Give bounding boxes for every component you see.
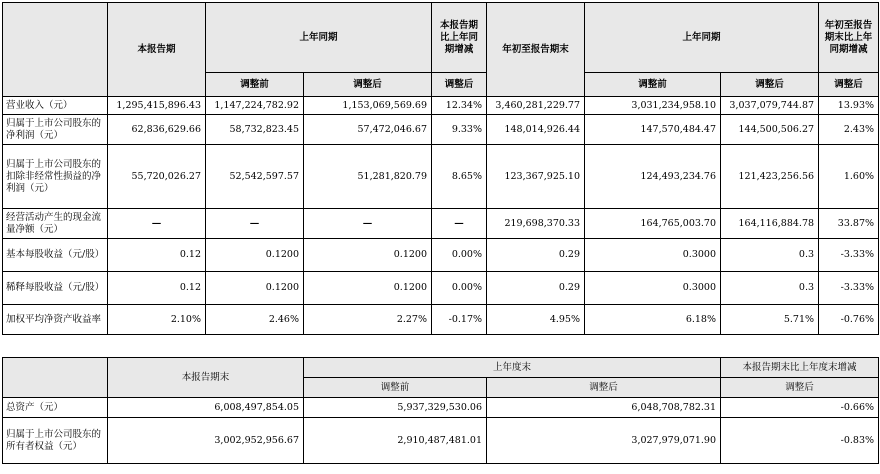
header-row-1 (3, 3, 879, 73)
table-cell: 1,295,415,896.43 (108, 97, 206, 115)
table-row (3, 209, 879, 239)
after-adjust-header-2: 调整后 (721, 73, 819, 97)
table-cell: 3,037,079,744.87 (721, 97, 819, 115)
table-cell: 0.3000 (585, 239, 721, 272)
table-cell: 0.12 (108, 272, 206, 305)
table-cell: 2.27% (304, 305, 432, 335)
table-cell: 0.3 (721, 272, 819, 305)
bottom-before-adjust-header: 调整前 (304, 378, 487, 398)
main-financial-table (2, 2, 879, 335)
table-row (3, 398, 879, 418)
table-row (3, 145, 879, 209)
table-cell: 0.1200 (206, 272, 304, 305)
period-end-header: 本报告期末 (108, 358, 304, 398)
table-row (3, 305, 879, 335)
row-label: 总资产（元） (3, 398, 108, 418)
table-cell: 4.95% (487, 305, 585, 335)
bottom-after-adjust-header: 调整后 (487, 378, 721, 398)
before-adjust-header-2: 调整前 (585, 73, 721, 97)
table-cell: -3.33% (819, 272, 879, 305)
table-cell: 164,116,884.78 (721, 209, 819, 239)
corner-cell (3, 3, 108, 97)
table-cell: 5.71% (721, 305, 819, 335)
table-cell: 55,720,026.27 (108, 145, 206, 209)
after-adjust-header-2b: 调整后 (819, 73, 879, 97)
table-cell: — (108, 209, 206, 239)
table-cell: 3,031,234,958.10 (585, 97, 721, 115)
table-cell: 57,472,046.67 (304, 115, 432, 145)
table-cell: 123,367,925.10 (487, 145, 585, 209)
table-cell: 0.00% (432, 239, 487, 272)
table-cell: 0.29 (487, 272, 585, 305)
table-cell: 1.60% (819, 145, 879, 209)
bottom-table-body (3, 398, 879, 464)
table-cell: — (432, 209, 487, 239)
row-label: 营业收入（元） (3, 97, 108, 115)
last-year-period-header: 上年同期 (206, 3, 432, 73)
table-cell: 3,002,952,956.67 (108, 418, 304, 464)
table-cell: 12.34% (432, 97, 487, 115)
table-row (3, 97, 879, 115)
table-cell: 121,423,256.56 (721, 145, 819, 209)
ytd-change-pct-header: 年初至报告期末比上年同期增减 (819, 3, 879, 73)
row-label: 稀释每股收益（元/股） (3, 272, 108, 305)
table-cell: 62,836,629.66 (108, 115, 206, 145)
period-change-header: 本报告期末比上年度末增减 (721, 358, 879, 378)
table-cell: 0.00% (432, 272, 487, 305)
table-cell: 5,937,329,530.06 (304, 398, 487, 418)
after-adjust-header: 调整后 (304, 73, 432, 97)
table-cell: -3.33% (819, 239, 879, 272)
table-cell: 0.12 (108, 239, 206, 272)
table-cell: — (206, 209, 304, 239)
table-cell: 2.43% (819, 115, 879, 145)
table-row (3, 115, 879, 145)
table-cell: 1,147,224,782.92 (206, 97, 304, 115)
row-label: 加权平均净资产收益率 (3, 305, 108, 335)
table-cell: 0.3 (721, 239, 819, 272)
table-cell: -0.76% (819, 305, 879, 335)
table-row (3, 418, 879, 464)
change-pct-header: 本报告期比上年同期增减 (432, 3, 487, 73)
table-cell: -0.66% (721, 398, 879, 418)
bottom-corner-cell (3, 358, 108, 398)
table-cell: 13.93% (819, 97, 879, 115)
table-cell: 33.87% (819, 209, 879, 239)
last-year-period-header-2: 上年同期 (585, 3, 819, 73)
table-cell: 124,493,234.76 (585, 145, 721, 209)
table-cell: 6,048,708,782.31 (487, 398, 721, 418)
table-cell: 58,732,823.45 (206, 115, 304, 145)
row-label: 归属于上市公司股东的所有者权益（元） (3, 418, 108, 464)
row-label: 经营活动产生的现金流量净额（元） (3, 209, 108, 239)
before-adjust-header: 调整前 (206, 73, 304, 97)
bottom-after-adjust-header-2: 调整后 (721, 378, 879, 398)
table-cell: 0.1200 (304, 272, 432, 305)
table-cell: 219,698,370.33 (487, 209, 585, 239)
table-cell: 2.46% (206, 305, 304, 335)
row-label: 归属于上市公司股东的净利润（元） (3, 115, 108, 145)
table-cell: 3,460,281,229.77 (487, 97, 585, 115)
table-cell: 3,027,979,071.90 (487, 418, 721, 464)
table-cell: 0.3000 (585, 272, 721, 305)
table-cell: 0.29 (487, 239, 585, 272)
table-cell: -0.83% (721, 418, 879, 464)
table-cell: 164,765,003.70 (585, 209, 721, 239)
table-cell: 144,500,506.27 (721, 115, 819, 145)
table-cell: 148,014,926.44 (487, 115, 585, 145)
ytd-header: 年初至报告期末 (487, 3, 585, 97)
table-row (3, 272, 879, 305)
after-adjust-header-b: 调整后 (432, 73, 487, 97)
table-cell: 52,542,597.57 (206, 145, 304, 209)
table-cell: -0.17% (432, 305, 487, 335)
table-cell: 147,570,484.47 (585, 115, 721, 145)
bottom-header-row-1 (3, 358, 879, 378)
table-cell: 1,153,069,569.69 (304, 97, 432, 115)
balance-table (2, 357, 879, 464)
last-year-end-header: 上年度末 (304, 358, 721, 378)
table-cell: 2,910,487,481.01 (304, 418, 487, 464)
row-label: 归属于上市公司股东的扣除非经常性损益的净利润（元） (3, 145, 108, 209)
table-cell: 0.1200 (304, 239, 432, 272)
table-cell: 0.1200 (206, 239, 304, 272)
table-cell: 51,281,820.79 (304, 145, 432, 209)
current-period-header: 本报告期 (108, 3, 206, 97)
table-cell: 8.65% (432, 145, 487, 209)
table-cell: 9.33% (432, 115, 487, 145)
table-cell: 6,008,497,854.05 (108, 398, 304, 418)
table-cell: 2.10% (108, 305, 206, 335)
table-cell: 6.18% (585, 305, 721, 335)
table-row (3, 239, 879, 272)
table-cell: — (304, 209, 432, 239)
row-label: 基本每股收益（元/股） (3, 239, 108, 272)
main-table-body (3, 97, 879, 335)
